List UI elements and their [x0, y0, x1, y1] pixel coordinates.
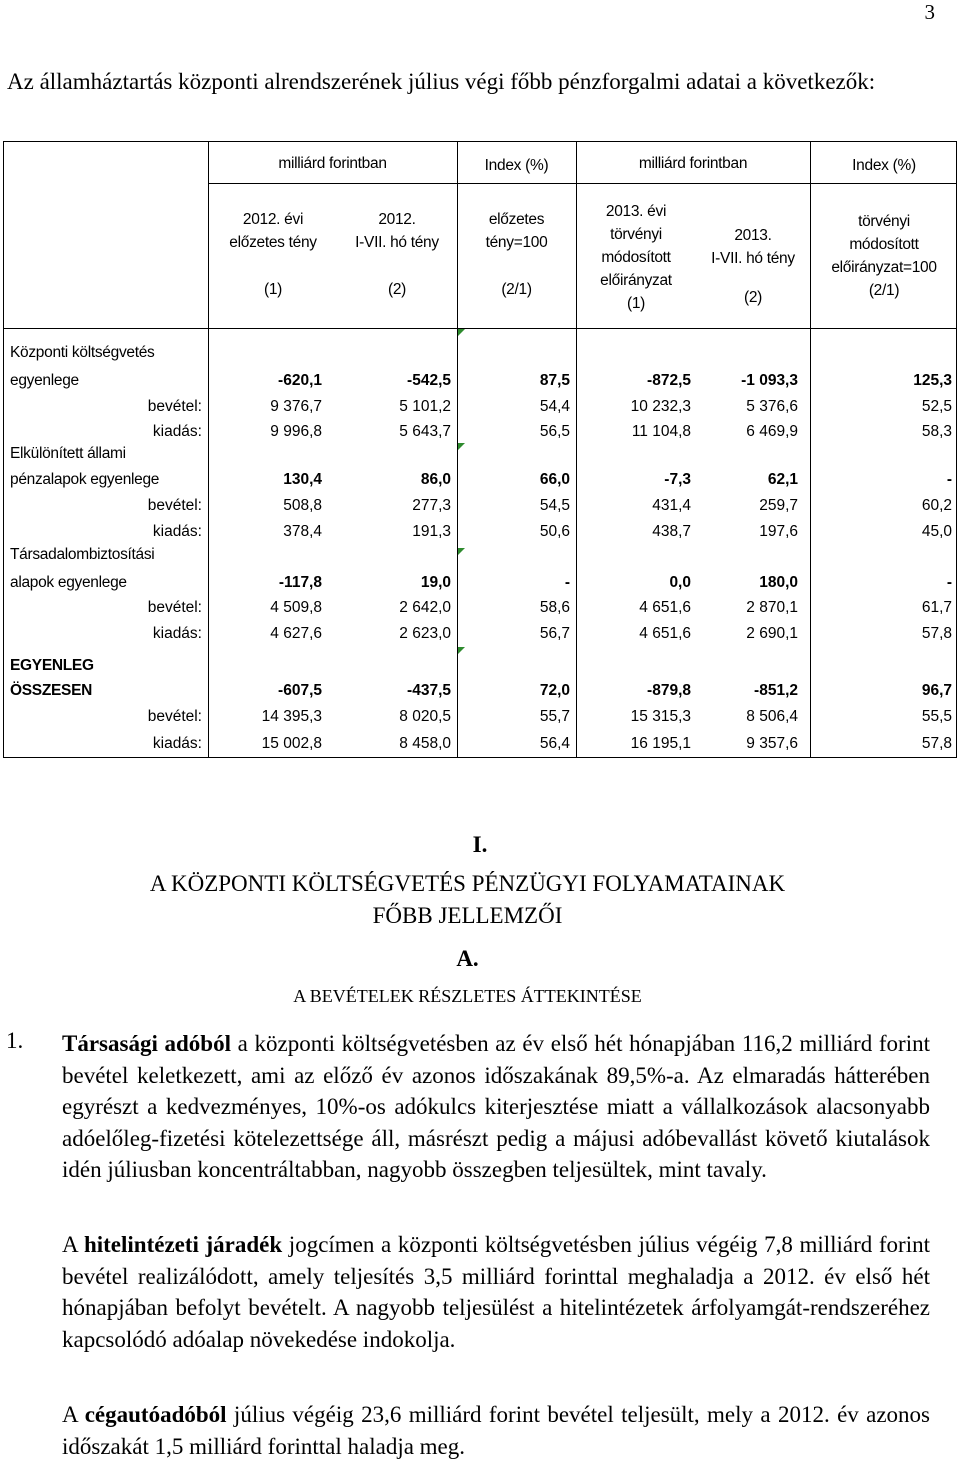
table-cell: 4 509,8 — [270, 599, 322, 616]
col-header-line: (2) — [387, 281, 407, 298]
table-cell-balance: -437,5 — [407, 682, 451, 699]
section-title: A BEVÉTELEK RÉSZLETES ÁTTEKINTÉSE — [293, 986, 642, 1006]
table-cell: 4 651,6 — [639, 599, 691, 616]
table-cell-balance: -542,5 — [407, 372, 451, 389]
col-header-line: tény=100 — [485, 234, 548, 251]
table-cell-balance: - — [946, 471, 952, 488]
table-cell: 45,0 — [921, 523, 952, 540]
table-cell: 54,5 — [539, 497, 570, 514]
table-cell-balance: 130,4 — [283, 471, 322, 488]
row-label: kiadás: — [152, 423, 202, 440]
cell-marker — [458, 329, 465, 336]
table-cell-balance: -872,5 — [647, 372, 691, 389]
col-header-line: előzetes — [488, 211, 545, 228]
table-cell: 378,4 — [283, 523, 322, 540]
table-cell: 11 104,8 — [631, 423, 691, 440]
col-header-line: (2) — [743, 289, 763, 306]
section-label: Központi költségvetés — [10, 344, 155, 361]
table-cell: 56,5 — [539, 423, 570, 440]
col-header-line: előirányzat — [600, 272, 672, 289]
row-label: bevétel: — [147, 497, 202, 514]
table-cell: 15 002,8 — [261, 735, 322, 752]
table-cell-balance: -879,8 — [647, 682, 691, 699]
table-cell-balance: - — [564, 574, 570, 591]
table-cell-balance: 125,3 — [913, 372, 952, 389]
bold-term: hitelintézeti járadék — [83, 1232, 283, 1257]
table-cell: 57,8 — [921, 625, 952, 642]
table-cell-balance: -7,3 — [664, 471, 691, 488]
table-cell: 191,3 — [412, 523, 451, 540]
table-cell: 15 315,3 — [630, 708, 691, 725]
paragraph-text: a központi költségvetésben az év első hét hónapjában 116,2 milliárd forint bevétel keletkezett, ami az előző év azonos időszakának 89,5%-a. Az elmaradás hátterében egyrészt a kedvezményes, 10%-os adókulcs kiterjesztése miatt a vállalkozások alacsonyabb adóelőleg-fizetési kötelezettsége áll, másrészt pedig a májusi adóbevallást követő kiutalások idén júliusban koncentráltabban, nagyobb összegben teljesültek, mint tavaly. — [62, 1031, 930, 1182]
chapter-title — [0, 868, 935, 932]
section-label: alapok egyenlege — [10, 574, 127, 591]
paragraph-text: július végéig 23,6 milliárd forint bevétel teljesült, mely a 2012. év azonos időszakát 1,5 milliárd forinttal haladja meg. — [62, 1402, 931, 1459]
col-header-2012-prelim — [208, 208, 338, 301]
col-header-2012-index — [457, 208, 576, 301]
group-header-index-2012: Index (%) — [484, 157, 549, 174]
chapter-title-line: FŐBB JELLEMZŐI — [372, 903, 563, 928]
table-cell: 277,3 — [412, 497, 451, 514]
row-label: kiadás: — [152, 625, 202, 642]
col-header-line: (2/1) — [501, 281, 532, 298]
col-header-line: (2/1) — [868, 282, 900, 299]
table-cell: 9 357,6 — [746, 735, 798, 752]
table-cell-balance: 66,0 — [539, 471, 570, 488]
row-label: kiadás: — [152, 735, 202, 752]
table-cell: 14 395,3 — [261, 708, 322, 725]
group-header-huf-2012: milliárd forintban — [278, 155, 387, 172]
table-cell: 4 651,6 — [639, 625, 691, 642]
table-cell: 56,7 — [539, 625, 570, 642]
row-label: bevétel: — [147, 398, 202, 415]
table-cell: 431,4 — [652, 497, 691, 514]
col-header-2013-actual — [696, 224, 810, 309]
table-cell-balance: -1 093,3 — [741, 372, 798, 389]
table-cell-balance: 87,5 — [539, 372, 570, 389]
paragraph-company-car-tax — [62, 1399, 930, 1462]
table-cell: 508,8 — [283, 497, 322, 514]
section-label: egyenlege — [10, 372, 79, 389]
table-cell: 2 870,1 — [746, 599, 798, 616]
table-cell-balance: 96,7 — [921, 682, 952, 699]
col-header-2013-index — [810, 210, 958, 302]
paragraph-text: A — [62, 1232, 84, 1257]
table-cell-balance: 180,0 — [759, 574, 798, 591]
table-cell: 57,8 — [921, 735, 952, 752]
table-cell-balance: 86,0 — [420, 471, 451, 488]
table-cell: 9 376,7 — [270, 398, 322, 415]
group-header-huf-2013: milliárd forintban — [638, 155, 748, 172]
col-header-line: I-VII. hó tény — [355, 234, 439, 251]
section-label: ÖSSZESEN — [10, 682, 93, 699]
col-header-line: törvényi — [610, 226, 662, 243]
table-cell: 50,6 — [539, 523, 570, 540]
table-cell: 10 232,3 — [630, 398, 691, 415]
table-cell: 52,5 — [921, 398, 952, 415]
subsection-letter: A. — [456, 946, 479, 971]
group-header-index-2013: Index (%) — [852, 157, 916, 174]
row-label: kiadás: — [152, 523, 202, 540]
table-cell: 60,2 — [921, 497, 952, 514]
col-header-line: módosított — [849, 236, 919, 253]
col-header-line: 2013. évi — [605, 203, 667, 220]
col-header-line: (1) — [263, 281, 283, 298]
table-cell: 55,5 — [921, 708, 952, 725]
table-cell: 8 020,5 — [399, 708, 451, 725]
table-cell-balance: -851,2 — [754, 682, 798, 699]
table-cell: 55,7 — [539, 708, 570, 725]
chapter-number: I. — [472, 832, 488, 857]
grid-line — [4, 328, 956, 329]
grid-line — [208, 183, 956, 184]
section-label: Társadalombiztosítási — [10, 546, 155, 563]
intro-text: Az államháztartás központi alrendszerének július végi főbb pénzforgalmi adatai a következők: — [7, 69, 876, 94]
table-cell: 5 643,7 — [399, 423, 451, 440]
col-header-line: 2012. — [378, 211, 416, 228]
cell-marker — [458, 443, 465, 450]
col-header-line: módosított — [601, 249, 671, 266]
table-cell: 16 195,1 — [630, 735, 691, 752]
cash-flow-table — [3, 141, 957, 758]
table-cell-balance: -620,1 — [278, 372, 322, 389]
table-cell: 8 458,0 — [399, 735, 451, 752]
col-header-line: (1) — [626, 295, 646, 312]
table-cell-balance: - — [946, 574, 952, 591]
page-number: 3 — [924, 0, 935, 24]
bold-term: Társasági adóból — [62, 1031, 231, 1056]
paragraph-text: A — [62, 1402, 85, 1427]
row-label: bevétel: — [147, 599, 202, 616]
table-cell: 54,4 — [539, 398, 570, 415]
table-cell: 9 996,8 — [270, 423, 322, 440]
table-cell-balance: 72,0 — [539, 682, 570, 699]
table-cell: 58,3 — [921, 423, 952, 440]
cell-marker — [458, 548, 465, 555]
table-cell-balance: 0,0 — [669, 574, 691, 591]
table-cell: 58,6 — [539, 599, 570, 616]
col-header-line: előzetes tény — [229, 234, 317, 251]
paragraph-number: 1. — [6, 1028, 24, 1053]
col-header-line: törvényi — [858, 213, 910, 230]
table-cell-balance: -607,5 — [278, 682, 322, 699]
table-cell: 438,7 — [652, 523, 691, 540]
table-cell: 8 506,4 — [746, 708, 798, 725]
table-cell-balance: -117,8 — [278, 574, 322, 591]
paragraph-text: jogcímen a központi költségvetésben július végéig 7,8 milliárd forint bevétel realizálódott, amely teljesítés 3,5 milliárd forinttal meghaladja a 2012. év első hét hónapjában befolyt bevételt. A nagyobb teljesülést a hitelintézetek árfolyamgát-rendszeréhez kapcsolódó adóalap növekedése indokolja. — [62, 1232, 930, 1352]
table-cell: 2 623,0 — [399, 625, 451, 642]
table-cell-balance: 62,1 — [767, 471, 798, 488]
table-cell-balance: 19,0 — [420, 574, 451, 591]
col-header-line: előirányzat=100 — [831, 259, 937, 276]
chapter-title-line: A KÖZPONTI KÖLTSÉGVETÉS PÉNZÜGYI FOLYAMATAINAK — [149, 871, 786, 896]
table-cell: 2 690,1 — [746, 625, 798, 642]
col-header-line: I-VII. hó tény — [711, 250, 795, 267]
table-cell: 5 101,2 — [399, 398, 451, 415]
col-header-line: 2013. — [734, 227, 772, 244]
table-cell: 56,4 — [539, 735, 570, 752]
col-header-line: 2012. évi — [242, 211, 304, 228]
section-label: EGYENLEG — [10, 657, 94, 674]
paragraph-corporate-tax — [62, 1028, 930, 1186]
table-cell: 61,7 — [921, 599, 952, 616]
section-label: Elkülönített állami — [10, 445, 126, 462]
table-cell: 4 627,6 — [270, 625, 322, 642]
bold-term: cégautóadóból — [84, 1402, 227, 1427]
col-header-2013-plan — [576, 200, 696, 315]
cell-marker — [458, 647, 465, 654]
row-label: bevétel: — [147, 708, 202, 725]
table-cell: 259,7 — [759, 497, 798, 514]
table-cell: 2 642,0 — [399, 599, 451, 616]
paragraph-bank-levy — [62, 1229, 930, 1355]
col-header-2012-actual — [326, 208, 468, 301]
table-cell: 5 376,6 — [746, 398, 798, 415]
table-cell: 197,6 — [759, 523, 798, 540]
table-cell: 6 469,9 — [746, 423, 798, 440]
section-label: pénzalapok egyenlege — [10, 471, 160, 488]
